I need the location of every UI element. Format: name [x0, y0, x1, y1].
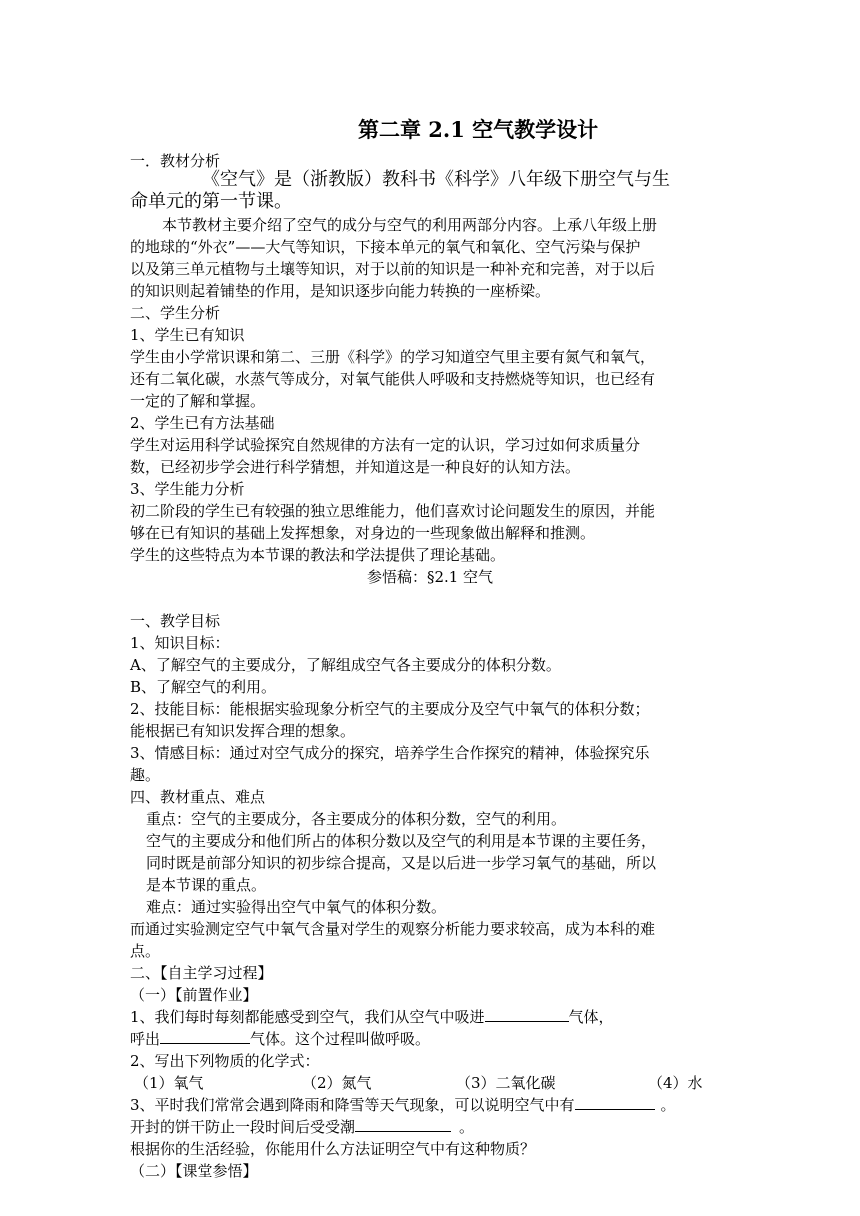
paragraph-line: 点。	[130, 942, 161, 960]
paragraph-line: 是本节课的重点。	[146, 876, 267, 894]
question-text: 。	[459, 1118, 475, 1136]
option-item: （1）氧气	[134, 1074, 204, 1092]
paragraph-line: 同时既是前部分知识的初步综合提高，又是以后进一步学习氧气的基础，所以	[146, 854, 657, 872]
paragraph-line: 学生由小学常识课和第二、三册《科学》的学习知道空气里主要有氮气和氧气，	[130, 348, 656, 366]
paragraph-line: 难点：通过实验得出空气中氧气的体积分数。	[146, 898, 447, 916]
paragraph-line: 初二阶段的学生已有较强的独立思维能力，他们喜欢讨论问题发生的原因，并能	[130, 502, 656, 520]
paragraph-line: 本节教材主要介绍了空气的成分与空气的利用两部分内容。上承八年级上册	[162, 216, 658, 234]
answer-blank[interactable]	[485, 1006, 569, 1022]
subheading: （一）【前置作业】	[130, 986, 258, 1004]
subheading: 1、学生已有知识	[130, 326, 245, 344]
question-text: 呼出	[130, 1030, 161, 1048]
option-item: （3）二氧化碳	[456, 1074, 556, 1092]
paragraph-line: 命单元的第一节课。	[130, 191, 292, 212]
paragraph-line: 以及第三单元植物与土壤等知识，对于以前的知识是一种补充和完善，对于以后	[130, 260, 656, 278]
paragraph-line: 学生对运用科学试验探究自然规律的方法有一定的认识，学习过如何求质量分	[130, 436, 641, 454]
section-heading: 一．教材分析	[130, 152, 221, 170]
question-text: 气体。这个过程叫做呼吸。	[250, 1030, 431, 1048]
answer-blank[interactable]	[355, 1116, 451, 1132]
question-text: 3、平时我们常常会遇到降雨和降雪等天气现象，可以说明空气中有	[130, 1096, 575, 1114]
section-heading: 四、教材重点、难点	[130, 788, 266, 806]
paragraph-line: 重点：空气的主要成分，各主要成分的体积分数，空气的利用。	[146, 810, 567, 828]
question-text: 开封的饼干防止一段时间后受受潮	[130, 1118, 356, 1136]
paragraph-line: 还有二氧化碳，水蒸气等成分，对氧气能供人呼吸和支持燃烧等知识，也已经有	[130, 370, 656, 388]
question-line	[130, 1116, 474, 1138]
paragraph-line: B、了解空气的利用。	[130, 678, 277, 696]
paragraph-line: 一定的了解和掌握。	[130, 392, 266, 410]
question-line: 根据你的生活经验，你能用什么方法证明空气中有这种物质？	[130, 1140, 536, 1158]
paragraph-line: 而通过实验测定空气中氧气含量对学生的观察分析能力要求较高，成为本科的难	[130, 920, 656, 938]
paragraph-line: 数，已经初步学会进行科学猜想，并知道这是一种良好的认知方法。	[130, 458, 581, 476]
paragraph-line: 的知识则起着铺垫的作用，是知识逐步向能力转换的一座桥梁。	[130, 282, 551, 300]
paragraph-line: 3、情感目标：通过对空气成分的探究，培养学生合作探究的精神，体验探究乐	[130, 744, 650, 762]
document-title: 第二章 2.1 空气教学设计	[358, 117, 599, 142]
question-text: 气体，	[568, 1008, 614, 1026]
section-heading: 二、学生分析	[130, 304, 221, 322]
paragraph-line: 的地球的“外衣”——大气等知识，下接本单元的氧气和氧化、空气污染与保护	[130, 238, 641, 256]
subheading: 3、学生能力分析	[130, 480, 245, 498]
option-item: （4）水	[648, 1074, 703, 1092]
paragraph-line: 能根据已有知识发挥合理的想象。	[130, 722, 356, 740]
question-text: 1、我们每时每刻都能感受到空气，我们从空气中吸进	[130, 1008, 485, 1026]
subheading: 2、学生已有方法基础	[130, 414, 275, 432]
question-line	[130, 1094, 676, 1116]
subheading: 1、知识目标：	[130, 634, 230, 652]
option-item: （2）氮气	[302, 1074, 372, 1092]
question-line	[130, 1028, 430, 1050]
paragraph-line: 学生的这些特点为本节课的教法和学法提供了理论基础。	[130, 546, 506, 564]
answer-blank[interactable]	[160, 1028, 250, 1044]
section-heading: 二、【自主学习过程】	[130, 964, 273, 982]
paragraph-line: 2、技能目标：能根据实验现象分析空气的主要成分及空气中氧气的体积分数；	[130, 700, 650, 718]
subheading: （二）【课堂参悟】	[130, 1162, 258, 1180]
paragraph-line: 够在已有知识的基础上发挥想象，对身边的一些现象做出解释和推测。	[130, 524, 596, 542]
question-line: 2、写出下列物质的化学式：	[130, 1052, 320, 1070]
paragraph-line: 《空气》是（浙教版）教科书《科学》八年级下册空气与生	[202, 169, 670, 190]
paragraph-line: 趣。	[130, 766, 161, 784]
question-text: 。	[660, 1096, 676, 1114]
paragraph-line: A、了解空气的主要成分，了解组成空气各主要成分的体积分数。	[130, 656, 561, 674]
paragraph-line: 空气的主要成分和他们所占的体积分数以及空气的利用是本节课的主要任务，	[146, 832, 657, 850]
subtitle: 参悟稿：§2.1 空气	[366, 568, 494, 586]
answer-blank[interactable]	[575, 1094, 655, 1110]
section-heading: 一、教学目标	[130, 612, 221, 630]
question-line	[130, 1006, 614, 1028]
